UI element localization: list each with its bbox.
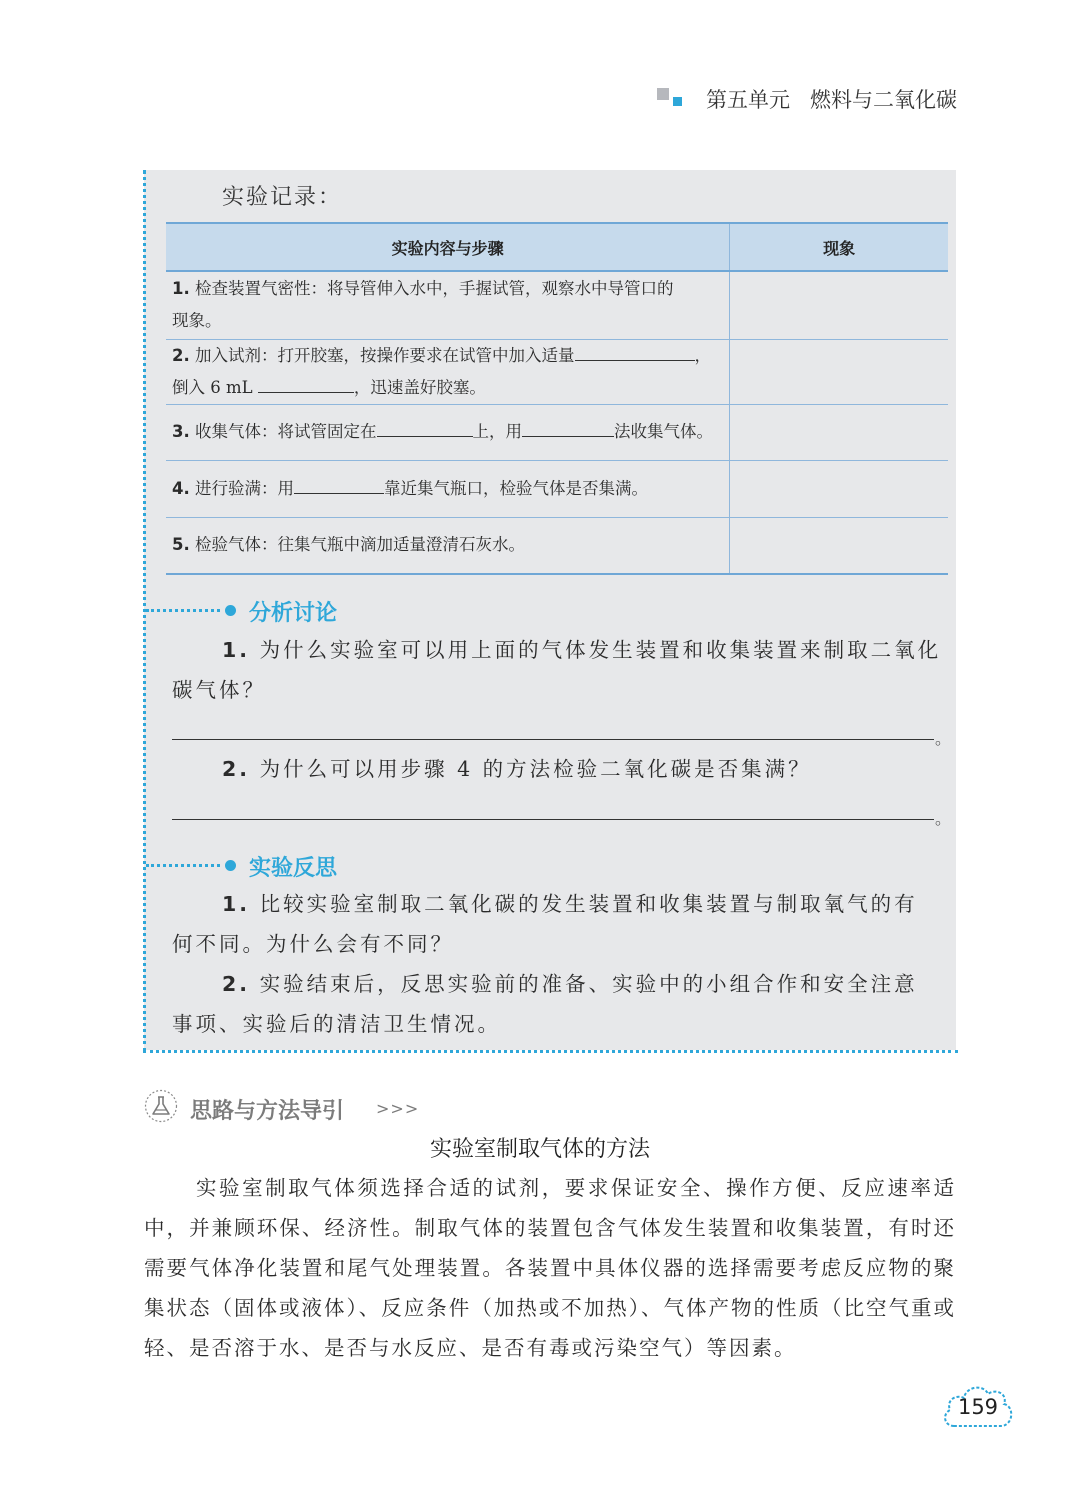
table-row — [166, 271, 948, 339]
guide-heading: 实验室制取气体的方法 — [429, 1137, 650, 1162]
question-text: 比较实验室制取二氧化碳的发生装置和收集装置与制取氧气的有 — [259, 892, 918, 916]
unit-header — [706, 84, 957, 114]
answer-end-mark: 。 — [935, 809, 952, 828]
experiment-record-table — [166, 222, 948, 575]
step-text: 检查装置气密性：将导管伸入水中，手握试管，观察水中导管口的 — [195, 279, 674, 299]
answer-line[interactable] — [172, 739, 934, 740]
header-square-blue — [673, 97, 682, 106]
phenomenon-cell[interactable] — [730, 339, 948, 404]
step-cell — [166, 404, 730, 460]
phenomenon-cell[interactable] — [730, 404, 948, 460]
step-text: 靠近集气瓶口，检验气体是否集满。 — [384, 478, 648, 498]
table-row — [166, 460, 948, 517]
reflection-question-2 — [172, 964, 948, 1044]
question-number: 2. — [222, 757, 251, 781]
step-text: 收集气体：将试管固定在 — [195, 422, 377, 441]
table-row — [166, 517, 948, 574]
step-text: 法收集气体。 — [614, 422, 713, 441]
step-text: ， — [694, 345, 711, 365]
flask-icon — [144, 1089, 178, 1123]
question-number: 1. — [222, 892, 251, 916]
unit-title: 燃料与二氧化碳 — [810, 88, 957, 112]
unit-number: 第五单元 — [706, 88, 790, 112]
header-square-grey — [657, 88, 669, 100]
record-label: 实验记录： — [222, 185, 343, 210]
step-number: 1. — [172, 279, 190, 299]
step-cell — [166, 460, 730, 517]
section-dotted-rule — [146, 864, 220, 867]
section-dotted-rule — [146, 609, 220, 612]
page-number: 159 — [957, 1395, 999, 1419]
reflection-title: 实验反思 — [249, 856, 338, 881]
question-text: 为什么可以用步骤 4 的方法检验二氧化碳是否集满？ — [259, 757, 812, 781]
step-text: 倒入 6 mL — [172, 377, 258, 397]
guide-title: 思路与方法导引 — [190, 1099, 345, 1124]
phenomenon-cell[interactable] — [730, 517, 948, 574]
column-header-phenomena: 现象 — [730, 223, 948, 271]
bullet-dot-icon — [225, 605, 236, 616]
discussion-question-1 — [172, 630, 948, 710]
phenomenon-cell[interactable] — [730, 460, 948, 517]
question-text: 何不同。为什么会有不同？ — [172, 932, 454, 956]
question-text: 为什么实验室可以用上面的气体发生装置和收集装置来制取二氧化 — [259, 638, 942, 662]
answer-line[interactable] — [172, 819, 934, 820]
step-number: 4. — [172, 478, 190, 498]
question-text: 事项、实验后的清洁卫生情况。 — [172, 1012, 501, 1036]
question-text: 碳气体？ — [172, 678, 266, 702]
discussion-title: 分析讨论 — [249, 601, 338, 626]
panel-bottom-dotted-border — [143, 1050, 958, 1053]
guide-arrows: >>> — [376, 1099, 420, 1118]
step-text: 现象。 — [172, 311, 222, 331]
phenomenon-cell[interactable] — [730, 271, 948, 339]
fill-in-blank[interactable] — [258, 374, 354, 393]
step-number: 5. — [172, 535, 190, 555]
fill-in-blank[interactable] — [294, 475, 384, 494]
step-text: 进行验满：用 — [195, 478, 294, 498]
answer-end-mark: 。 — [935, 729, 952, 748]
step-number: 2. — [172, 345, 190, 365]
bullet-dot-icon — [225, 860, 236, 871]
step-cell — [166, 339, 730, 404]
step-number: 3. — [172, 422, 190, 441]
table-row — [166, 404, 948, 460]
fill-in-blank[interactable] — [377, 418, 473, 437]
fill-in-blank[interactable] — [575, 342, 695, 361]
step-text: 加入试剂：打开胶塞，按操作要求在试管中加入适量 — [195, 345, 575, 365]
guide-paragraph: 实验室制取气体须选择合适的试剂，要求保证安全、操作方便、反应速率适中，并兼顾环保、经济性。制取气体的装置包含气体发生装置和收集装置，有时还需要气体净化装置和尾气处理装置。各装置中具体仪器的选择需要考虑反应物的聚集状态（固体或液体）、反应条件（加热或不加热）、气体产物的性质（比空气重或轻、是否溶于水、是否与水反应、是否有毒或污染空气）等因素。 — [144, 1176, 956, 1360]
fill-in-blank[interactable] — [522, 418, 614, 437]
table-row — [166, 339, 948, 404]
question-number: 2. — [222, 972, 251, 996]
step-text: 检验气体：往集气瓶中滴加适量澄清石灰水。 — [195, 535, 525, 555]
column-header-steps: 实验内容与步骤 — [166, 223, 730, 271]
question-number: 1. — [222, 638, 251, 662]
step-cell — [166, 517, 730, 574]
reflection-question-1 — [172, 884, 948, 964]
discussion-question-2 — [222, 749, 948, 789]
step-text: 上，用 — [472, 422, 522, 441]
question-text: 实验结束后，反思实验前的准备、实验中的小组合作和安全注意 — [259, 972, 918, 996]
step-cell — [166, 271, 730, 339]
step-text: ，迅速盖好胶塞。 — [353, 377, 486, 397]
